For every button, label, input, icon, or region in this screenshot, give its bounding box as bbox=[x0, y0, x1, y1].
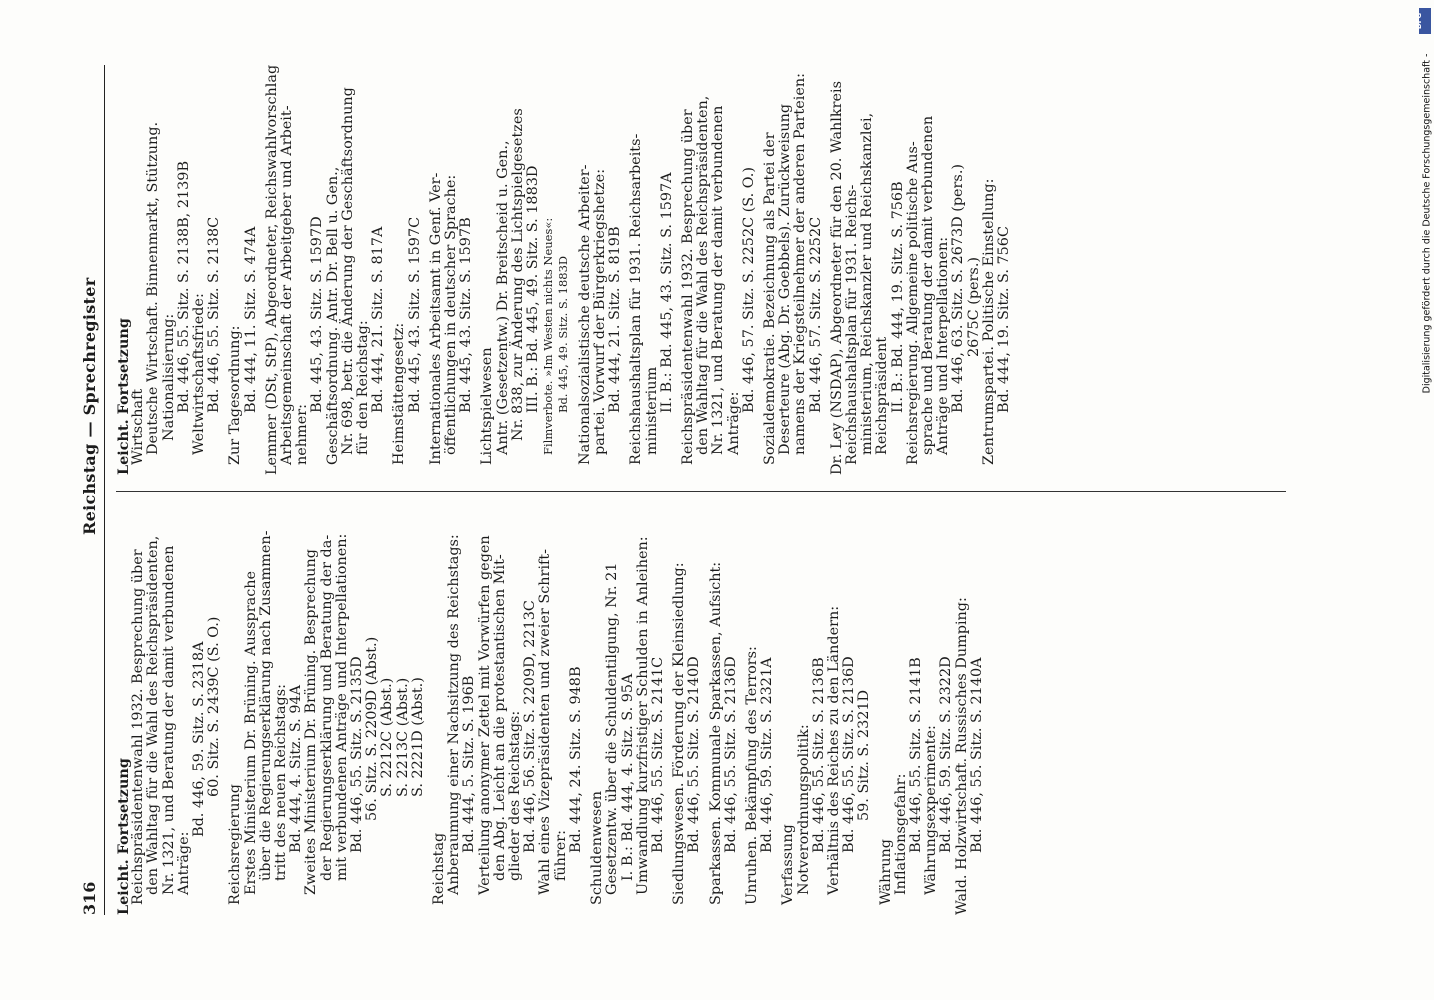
index-entry: Wald. Holzwirtschaft. Russisches Dumping: bbox=[953, 597, 970, 915]
index-entry: Reichspräsident bbox=[874, 336, 891, 455]
index-entry: I. B.: Bd. 444, 4. Sitz. S. 95A bbox=[619, 673, 636, 881]
index-entry: ministerium, Reichskanzler und Reichskanzlei, bbox=[859, 112, 876, 455]
index-entry: Bd. 446, 55. Sitz. S. 2136D bbox=[722, 656, 739, 853]
index-entry: Lemmer (DSt, StP), Abgeordneter, Reichswahlvorschlag bbox=[263, 64, 280, 475]
index-entry: Gesetzentw. über die Schuldentilgung, Nr. 21 bbox=[604, 562, 621, 895]
index-entry: Bd. 446, 55. Sitz. S. 2135D bbox=[349, 656, 366, 853]
page-number: 316 bbox=[80, 881, 99, 915]
index-entry: S. 2212C (Abst.) bbox=[379, 677, 396, 797]
index-entry: Lichtspielwesen bbox=[479, 347, 496, 465]
index-entry: Reichsregierung. Allgemeine politische Aus- bbox=[904, 141, 921, 465]
index-entry: Leicht. Fortsetzung bbox=[115, 758, 132, 915]
index-entry: ministerium bbox=[643, 366, 660, 455]
index-entry: 60. Sitz. S. 2439C (S. O.) bbox=[206, 616, 223, 797]
index-entry: 2675C (pers.) bbox=[965, 256, 982, 357]
index-entry: Bd. 446, 57. Sitz. S. 2252C (S. O.) bbox=[740, 167, 757, 413]
index-entry: Anberaumung einer Nachsitzung des Reichstags: bbox=[446, 534, 463, 895]
index-entry: Bd. 445, 43. Sitz. S. 1597D bbox=[309, 216, 326, 413]
index-entry: 56. Sitz. S. 2209D (Abst.) bbox=[364, 636, 381, 821]
index-entry: den Wahltag für die Wahl des Reichspräsidenten, bbox=[145, 535, 162, 895]
index-entry: Nr. 1321, und Beratung der damit verbundenen bbox=[160, 545, 177, 895]
index-entry: Bd. 446, 55. Sitz. S. 2140D bbox=[686, 656, 703, 853]
index-entry: Arbeitsgemeinschaft der Arbeitgeber und Arbeit- bbox=[279, 105, 296, 465]
index-entry: Anträge: bbox=[175, 831, 192, 895]
index-entry: Deutsche Wirtschaft. Binnenmarkt, Stützung. bbox=[145, 121, 162, 455]
index-entry: Weltwirtschaftsfriede: bbox=[191, 293, 208, 455]
index-entry: Leicht. Fortsetzung bbox=[115, 318, 132, 475]
index-entry: S. 2213C (Abst.) bbox=[394, 677, 411, 797]
index-entry: Bd. 445, 49. Sitz. S. 1883D bbox=[556, 255, 571, 413]
index-entry: Nr. 698, betr. die Änderung der Geschäftsordnung bbox=[339, 87, 356, 455]
index-entry: Dr. Ley (NSDAP), Abgeordneter für den 20. Wahlkreis bbox=[828, 81, 845, 475]
index-entry: III. B.: Bd. 445, 49. Sitz. S. 1883D bbox=[525, 165, 542, 413]
index-entry: den Wahltag für die Wahl des Reichspräsidenten, bbox=[695, 95, 712, 455]
index-entry: Bd. 444, 19. Sitz. S. 756C bbox=[995, 226, 1012, 413]
index-entry: Bd. 446, 55. Sitz. S. 2140A bbox=[968, 657, 985, 853]
index-entry: Reichshaushaltsplan für 1931. Reichsarbeits- bbox=[628, 133, 645, 465]
index-entry: Bd. 446, 55. Sitz. S. 2138C bbox=[206, 216, 223, 413]
index-entry: Bd. 446, 55. Sitz. S. 2136B bbox=[810, 657, 827, 853]
header-rule bbox=[104, 65, 105, 915]
index-entry: Nationalsozialistische deutsche Arbeiter- bbox=[576, 164, 593, 465]
index-entry: sprache und Beratung der damit verbundenen bbox=[919, 115, 936, 455]
digitization-sidebar bbox=[1417, 8, 1433, 398]
index-entry: Währung bbox=[877, 838, 894, 905]
index-entry: Anträge: bbox=[725, 391, 742, 455]
index-entry: Heimstättengesetz: bbox=[391, 322, 408, 465]
index-entry: Reichshaushaltsplan für 1931. Reichs- bbox=[843, 184, 860, 465]
index-entry: für den Reichstag: bbox=[355, 320, 372, 455]
index-entry: Bd. 444, 24. Sitz. S. 948B bbox=[567, 666, 584, 853]
index-entry: den Abg. Leicht an die protestantischen Mit- bbox=[491, 554, 508, 881]
index-entry: führer: bbox=[552, 830, 569, 881]
index-entry: Bd. 444, 4. Sitz. S. 94A bbox=[288, 684, 305, 853]
index-entry: II. B.: Bd. 444, 19. Sitz. S. 756B bbox=[889, 181, 906, 413]
index-entry: namens der Kriegsteilnehmer der anderen Parteien: bbox=[792, 73, 809, 455]
index-entry: Reichsregierung bbox=[227, 783, 244, 905]
index-entry: Bd. 446, 56. Sitz. S. 2209D, 2213C bbox=[522, 600, 539, 853]
index-entry: Erstes Ministerium Dr. Brüning. Aussprache bbox=[242, 570, 259, 895]
index-entry: Bd. 446, 63. Sitz. S. 2673D (pers.) bbox=[950, 163, 967, 413]
index-entry: Bd. 444, 5. Sitz. S. 196B bbox=[461, 675, 478, 853]
page-header bbox=[80, 65, 106, 915]
index-entry: Bd. 444, 21. Sitz. S. 817A bbox=[370, 226, 387, 413]
index-entry: der Regierungserklärung und Beratung der da- bbox=[318, 534, 335, 881]
index-entry: Geschäftsordnung. Antr. Dr. Bell u. Gen., bbox=[324, 166, 341, 465]
index-entry: Bd. 444, 21. Sitz. S. 819B bbox=[607, 226, 624, 413]
index-entry: Bd. 444, 11. Sitz. S. 474A bbox=[242, 226, 259, 413]
index-entry: Antr. (Gesetzentw.) Dr. Breitscheid u. Gen., bbox=[494, 140, 511, 455]
index-entry: Deserteure (Abg. Dr. Goebbels). Zurückweisung bbox=[777, 103, 794, 455]
index-entry: Verfassung bbox=[780, 824, 797, 905]
index-entry: Zur Tagesordnung: bbox=[227, 325, 244, 465]
index-entry: Bd. 446, 59. Sitz. S. 2321A bbox=[759, 657, 776, 853]
index-entry: Bd. 446, 55. Sitz. S. 2141B bbox=[907, 657, 924, 853]
index-entry: partei. Vorwurf der Bürgerkriegshetze: bbox=[591, 168, 608, 455]
index-entry: nehmer: bbox=[294, 404, 311, 465]
running-title: Reichstag — Sprechregister bbox=[80, 277, 99, 535]
index-entry: Bd. 446, 59. Sitz. S. 2322D bbox=[938, 656, 955, 853]
index-entry: Reichstag bbox=[431, 832, 448, 905]
dfg-logo: DFG bbox=[1419, 8, 1431, 34]
index-entry: Reichspräsidentenwahl 1932. Besprechung über bbox=[130, 549, 147, 905]
index-entry: Anträge und Interpellationen: bbox=[935, 236, 952, 455]
funding-credit: Digitalisierung gefördert durch die Deutsche Forschungsgemeinschaft - bbox=[1421, 53, 1433, 394]
index-entry: mit verbundenen Anträge und Interpellationen: bbox=[333, 533, 350, 881]
index-entry: tritt des neuen Reichstags: bbox=[273, 684, 290, 881]
index-entry: Bd. 446, 59. Sitz. S. 2318A bbox=[191, 641, 208, 837]
index-entry: Nationalisierung: bbox=[160, 313, 177, 441]
index-entry: S. 2221D (Abst.) bbox=[409, 677, 426, 797]
index-column-left bbox=[116, 510, 985, 915]
index-entry: Sozialdemokratie. Bezeichnung als Partei der bbox=[761, 132, 778, 465]
index-entry: 59. Sitz. S. 2321D bbox=[856, 689, 873, 821]
index-entry: Wirtschaft bbox=[130, 388, 147, 465]
index-entry: Nr. 1321, und Beratung der damit verbundenen bbox=[710, 105, 727, 455]
index-entry: Zentrumspartei. Politische Einstellung: bbox=[980, 178, 997, 465]
index-entry: Sparkassen. Kommunale Sparkassen, Aufsicht: bbox=[707, 561, 724, 905]
index-entry: Wahl eines Vizepräsidenten und zweier Schrift- bbox=[537, 548, 554, 895]
index-entry: Währungsexperimente: bbox=[923, 725, 940, 895]
index-entry: Bd. 446, 55. Sitz. S. 2138B, 2139B bbox=[175, 160, 192, 413]
index-entry: II. B.: Bd. 445, 43. Sitz. S. 1597A bbox=[658, 172, 675, 413]
index-entry: Reichspräsidentenwahl 1932. Besprechung über bbox=[679, 109, 696, 465]
index-entry: Verhältnis des Reiches zu den Ländern: bbox=[825, 605, 842, 895]
index-entry: Bd. 446, 55. Sitz. S. 2136D bbox=[841, 656, 858, 853]
index-entry: öffentlichungen in deutscher Sprache: bbox=[443, 174, 460, 455]
index-entry: Filmverbote. »Im Westen nichts Neues«: bbox=[541, 217, 556, 455]
index-entry: Verteilung anonymer Zettel mit Vorwürfen gegen bbox=[476, 535, 493, 895]
index-entry: über die Regierungserklärung nach Zusammen- bbox=[257, 530, 274, 881]
index-entry: Siedlungswesen. Förderung der Kleinsiedlung: bbox=[671, 562, 688, 905]
column-divider bbox=[116, 491, 1286, 492]
index-entry: Bd. 445, 43. Sitz. S. 1597C bbox=[406, 216, 423, 413]
index-entry: Schuldenwesen bbox=[589, 790, 606, 905]
index-column-right bbox=[116, 65, 1012, 475]
index-entry: Zweites Ministerium Dr. Brüning. Besprechung bbox=[303, 549, 320, 895]
index-entry: Notverordnungspolitik: bbox=[795, 724, 812, 895]
index-entry: Umwandlung kurzfristiger Schulden in Anleihen: bbox=[634, 536, 651, 895]
index-entry: Nr. 838, zur Änderung des Lichtspielgesetzes bbox=[509, 108, 526, 441]
rotated-scanned-page bbox=[80, 65, 1310, 915]
index-entry: Bd. 446, 57. Sitz. S. 2252C bbox=[807, 216, 824, 413]
index-entry: Unruhen. Bekämpfung des Terrors: bbox=[743, 646, 760, 905]
index-entry: Inflationsgefahr: bbox=[892, 773, 909, 895]
index-entry: Bd. 445, 43. Sitz. S. 1597B bbox=[458, 217, 475, 413]
index-entry: Bd. 446, 55. Sitz. S. 2141C bbox=[649, 656, 666, 853]
index-entry: glieder des Reichstags: bbox=[507, 710, 524, 881]
index-entry: Internationales Arbeitsamt in Genf. Ver- bbox=[427, 172, 444, 465]
